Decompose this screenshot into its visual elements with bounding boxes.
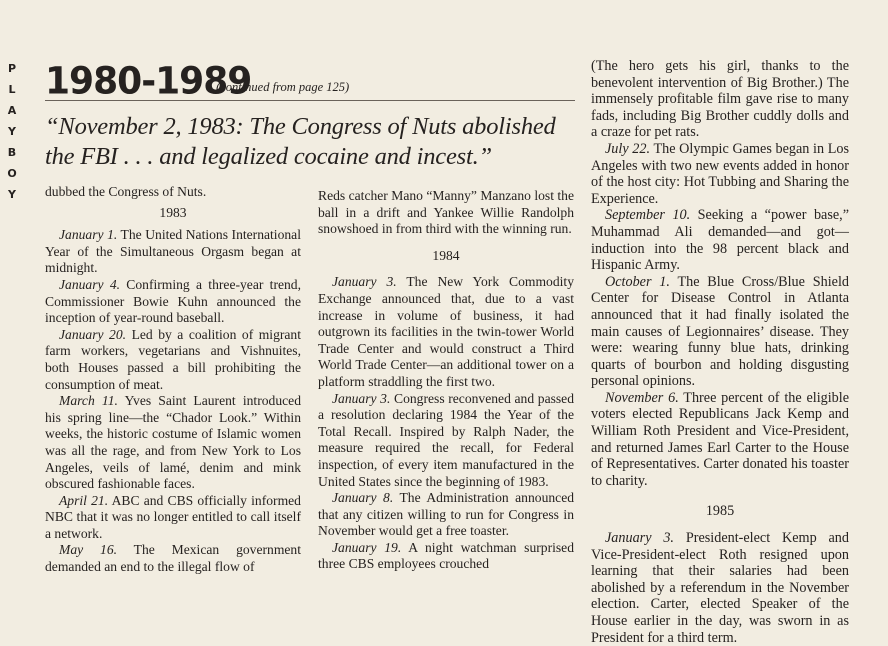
entry [318, 274, 574, 390]
entry [318, 391, 574, 491]
entry-date: January 1. [59, 227, 118, 243]
entry-text: The United Nations International Year of the Simultaneous Orgasm began at midnight. [45, 227, 301, 276]
side-letter: A [7, 104, 17, 117]
continued-note: (continued from page 125) [216, 80, 350, 94]
entry-text: Three percent of the eligible voters elected Republicans Jack Kemp and William Roth President and Vice-President, and returned James Earl Carter to the House of Representatives. Carter donated his toaster to charity. [591, 389, 849, 489]
header-rule [45, 100, 575, 101]
entry [318, 490, 574, 540]
entry-date: January 4. [59, 276, 121, 292]
entry [45, 227, 301, 277]
entry-date: July 22. [605, 140, 651, 157]
entry-date: November 6. [605, 389, 679, 406]
entry [591, 530, 849, 646]
entry-date: January 19. [332, 539, 402, 555]
entry [45, 327, 301, 393]
entry-text: ABC and CBS officially informed NBC that it was no longer entitled to call itself a network. [45, 492, 301, 541]
entry [591, 141, 849, 207]
entry [45, 277, 301, 327]
side-letter: P [7, 62, 17, 75]
pull-quote: “November 2, 1983: The Congress of Nuts abolished the FBI . . . and legalized cocaine and incest.” [45, 113, 556, 170]
entry-text: The Olympic Games began in Los Angeles with two new events added in honor of the host city: Hot Tubbing and Sharing the Experience. [591, 140, 850, 207]
entry-text: The Mexican government demanded an end to the illegal flow of [45, 542, 301, 575]
side-letter: O [7, 167, 17, 180]
entry-date: April 21. [59, 492, 109, 508]
entry [45, 393, 301, 493]
column-intro: dubbed the Congress of Nuts. [45, 184, 207, 199]
entry [591, 207, 849, 273]
entry-text: A night watchman surprised three CBS employees crouched [318, 539, 575, 572]
entry-date: May 16. [59, 542, 118, 558]
entry-text: Led by a coalition of migrant farm workers, vegetarians and Vishnuites, both Houses passed a bill prohibiting the consumption of meat. [45, 326, 301, 392]
column-intro: Reds catcher Mano “Manny” Manzano lost the ball in a drift and Yankee Willie Randolph snowshoed in from third with the winning run. [318, 188, 574, 237]
entry-date: January 3. [605, 530, 674, 547]
entry-text: The New York Commodity Exchange announced that, due to a vast increase in volume of business, it had outgrown its facilities in the twin-tower World Trade Center and would construct a Third World Trade Center—an additional tower on a platform straddling the first two. [318, 274, 575, 389]
entry-date: January 3. [332, 390, 391, 406]
playboy-side-mark [3, 58, 21, 205]
entry-text: Confirming a three-year trend, Commissioner Bowie Kuhn announced the inception of year-round baseball. [45, 276, 301, 326]
entry-text: The Administration announced that any citizen willing to run for Congress in November would get a free toaster. [318, 490, 575, 539]
entry [45, 493, 301, 543]
entry [318, 540, 574, 573]
entry [591, 390, 849, 490]
entry-date: January 8. [332, 490, 394, 506]
entry [45, 542, 301, 575]
column-1 [45, 184, 301, 576]
column-intro: (The hero gets his girl, thanks to the benevolent intervention of Big Brother.) The immensely profitable film gave rise to many fads, including Big Brother cuddly dolls and a craze for pet rats. [591, 58, 849, 141]
year-heading: 1983 [159, 204, 187, 220]
entry-text: The Blue Cross/Blue Shield Center for Disease Control in Atlanta announced that it had finally isolated the main causes of Legionnaires’ disease. They were: wearing funny blue hats, drinking quarts of bourbon and holding disgusting personal opinions. [591, 273, 849, 390]
side-letter: B [7, 146, 17, 159]
entry-text: Yves Saint Laurent introduced his spring line—the “Chador Look.” Within weeks, the historic costume of Islamic women was all the rage, and from New York to Los Angeles, veils of lamé, denim and mink obscured fashionable faces. [45, 393, 301, 492]
entry-date: September 10. [605, 207, 691, 224]
entry-date: March 11. [59, 393, 118, 409]
entry-text: President-elect Kemp and Vice-President-elect Roth resigned upon learning that their salaries had been abolished by a referendum in the November election. Carter, elected Speaker of the House earlier in the day, was sworn in as President for a third term. [591, 530, 849, 646]
entry-date: January 3. [332, 274, 397, 290]
side-letter: L [8, 83, 16, 96]
column-3 [591, 58, 849, 646]
year-heading: 1985 [705, 503, 735, 520]
year-heading: 1984 [432, 247, 460, 263]
entry-date: January 20. [59, 326, 127, 342]
side-letter: Y [8, 125, 16, 138]
entry-text: Seeking a “power base,” Muhammad Ali demanded—and got—induction into the 98 percent black and Hispanic Army. [591, 207, 850, 274]
side-letter: Y [8, 188, 16, 201]
column-2 [318, 188, 574, 573]
entry [591, 274, 849, 390]
entry-text: Congress reconvened and passed a resolution declaring 1984 the Year of the Total Recall. Inspired by Ralph Nader, the measure required the recall, for Federal inspection, of every item manufactured in the United States since the beginning of 1983. [318, 390, 575, 489]
entry-date: October 1. [605, 273, 670, 290]
section-title: 1980-1989 [45, 59, 252, 103]
